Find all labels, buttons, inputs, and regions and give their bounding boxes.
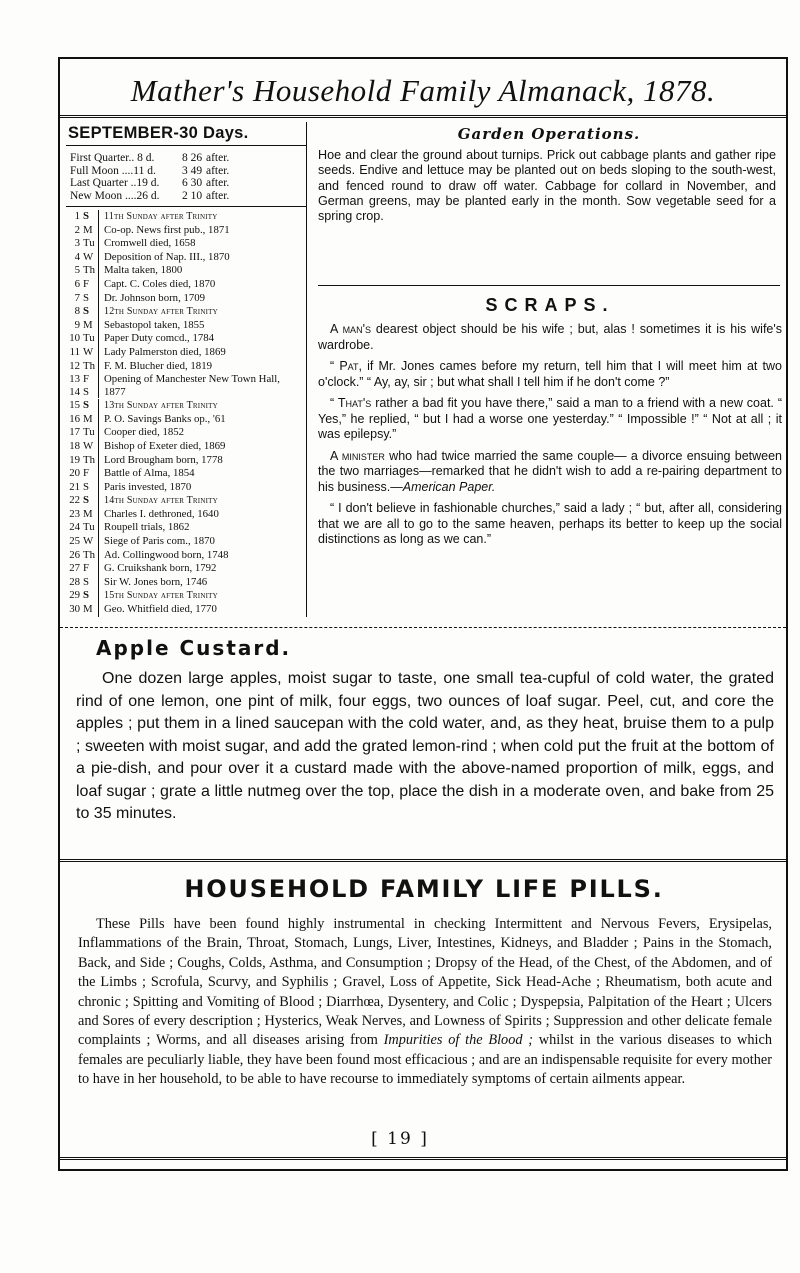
scrap-item bbox=[318, 449, 782, 496]
apple-custard-section bbox=[68, 636, 780, 826]
day-of-week-pair bbox=[80, 373, 99, 398]
calendar-day-row bbox=[66, 278, 306, 292]
day-event: Lady Palmerston died, 1869 bbox=[104, 345, 226, 358]
day-event: Sir W. Jones born, 1746 bbox=[104, 575, 208, 588]
day-event: Paper Duty comcd., 1784 bbox=[104, 332, 215, 345]
day-event: Sebastopol taken, 1855 bbox=[104, 318, 205, 331]
moon-phase-time: 3 49 bbox=[182, 164, 203, 177]
day-of-week: M bbox=[80, 413, 99, 427]
garden-divider bbox=[318, 285, 780, 286]
day-event: 12th Sunday after Trinity bbox=[104, 306, 218, 318]
day-number: 23 bbox=[69, 507, 80, 520]
day-number: 4 bbox=[74, 250, 80, 263]
day-of-week: S bbox=[80, 305, 99, 319]
day-number: 29 bbox=[69, 589, 80, 602]
calendar-heading: SEPTEMBER-30 Days. bbox=[66, 122, 306, 146]
pills-text-part2: whilst in the various diseases to which females are peculiarly liable, they have been found most efficacious ; and are an indispensable requisite for every mother to have in her household, to be able to have recourse to immediately symptoms of certain ailments appear. bbox=[78, 1032, 772, 1088]
day-event: Lord Brougham born, 1778 bbox=[104, 453, 223, 466]
day-of-week: S bbox=[80, 399, 99, 413]
scrap-text: rather a bad fit you have there,” said a man to a friend with a new coat. “ Yes,” he replied, “ but I had a worse one yesterday.” “ Impossible !” “ Not at all ; it was epilepsy.” bbox=[318, 396, 782, 441]
day-of-week: M bbox=[80, 224, 99, 238]
apple-heading: Apple Custard. bbox=[96, 636, 292, 660]
day-of-week: Tu bbox=[80, 521, 99, 535]
day-number: 16 bbox=[69, 412, 80, 425]
scrap-text: don't believe in fashionable churches,” said a lady ; “ but, after all, considering that we are all to go to the same heaven, perhaps its better to keep up the social distinctions as long as we can.” bbox=[318, 501, 782, 546]
day-number: 13 bbox=[69, 373, 80, 386]
day-event: F. M. Blucher died, 1819 bbox=[104, 359, 212, 372]
calendar-day-row bbox=[66, 413, 306, 427]
moon-phase-suffix: after. bbox=[206, 152, 230, 164]
day-number: 5 bbox=[74, 264, 80, 277]
day-number: 30 bbox=[69, 603, 80, 616]
calendar-day-row bbox=[66, 210, 306, 224]
moon-phase-time: 8 26 bbox=[182, 152, 203, 164]
apple-recipe: One dozen large apples, moist sugar to taste, one small tea-cupful of cold water, the grated rind of one lemon, one pint of milk, four eggs, two ounces of loaf sugar. Peel, cut, and core the apples ; put them in a lined saucepan with the cold water, and, as they heat, bruise them to a pulp ; sweeten with moist sugar, and add the grated lemon-rind ; when cold put the fruit at the bottom of a pie-dish, and pour over it a custard made with the above-named proportion of milk, eggs, and loaf sugar ; grate a little nutmeg over the top, place the dish in a moderate oven, and bake from 25 to 35 minutes. bbox=[76, 670, 774, 822]
scrap-text: who had twice married the same couple— a divorce ensuing between the two marriages—remarked that he didn't wish to add a re-pairing department to his business.— bbox=[318, 448, 782, 494]
day-of-week: S bbox=[80, 292, 99, 306]
calendar-day-row bbox=[66, 562, 306, 576]
day-event: Bishop of Exeter died, 1869 bbox=[104, 439, 226, 452]
day-event: G. Cruikshank born, 1792 bbox=[104, 562, 217, 575]
day-of-week: F bbox=[83, 373, 90, 386]
calendar-day-row bbox=[66, 332, 306, 346]
scraps-section bbox=[318, 295, 782, 548]
day-event: Ad. Collingwood born, 1748 bbox=[104, 548, 229, 561]
moon-phase-suffix: after. bbox=[206, 177, 230, 189]
day-event: 14th Sunday after Trinity bbox=[104, 495, 218, 507]
day-event: Roupell trials, 1862 bbox=[104, 521, 190, 534]
garden-heading: Garden Operations. bbox=[457, 125, 641, 143]
calendar-day-row bbox=[66, 292, 306, 306]
day-event: Cooper died, 1852 bbox=[104, 426, 185, 439]
scrap-text: if Mr. Jones cames before my return, tell him that I will meet him at two o'clock.” “ Ay, ay, sir ; but what shall I tell him if he don't come ?” bbox=[318, 359, 782, 389]
day-number: 18 bbox=[69, 439, 80, 452]
pills-heading: HOUSEHOLD FAMILY LIFE PILLS. bbox=[184, 875, 664, 903]
pills-text bbox=[68, 915, 780, 1090]
day-number: 24 bbox=[69, 521, 80, 534]
scrap-item bbox=[318, 396, 782, 443]
moon-phase-suffix: after. bbox=[206, 189, 230, 202]
day-of-week: S bbox=[80, 576, 99, 590]
day-number: 14 bbox=[69, 385, 80, 398]
calendar-day-row bbox=[66, 521, 306, 535]
page-frame bbox=[58, 57, 788, 1171]
scrap-lead: A man's bbox=[330, 322, 371, 336]
calendar-day-row bbox=[66, 373, 306, 398]
day-number: 25 bbox=[69, 535, 80, 548]
calendar-day-row bbox=[66, 237, 306, 251]
moon-phase-suffix: after. bbox=[206, 164, 230, 177]
day-of-week: S bbox=[80, 589, 99, 603]
day-event: Dr. Johnson born, 1709 bbox=[104, 291, 206, 304]
day-event: Geo. Whitfield died, 1770 bbox=[104, 603, 217, 616]
scrap-lead: “ I bbox=[330, 501, 342, 515]
day-number: 22 bbox=[69, 494, 80, 507]
day-event: Battle of Alma, 1854 bbox=[104, 467, 195, 480]
day-of-week: Th bbox=[80, 454, 99, 468]
day-event: 15th Sunday after Trinity bbox=[104, 590, 218, 602]
scraps-heading: SCRAPS. bbox=[485, 295, 615, 315]
title-divider bbox=[60, 115, 786, 118]
day-of-week: Th bbox=[80, 264, 99, 278]
day-of-week: F bbox=[80, 278, 99, 292]
day-number: 11 bbox=[69, 345, 80, 358]
scrap-text: dearest object should be his wife ; but, alas ! sometimes it is his wife's wardrobe. bbox=[318, 322, 783, 352]
calendar-day-row bbox=[66, 305, 306, 319]
calendar-day-row bbox=[66, 399, 306, 413]
day-of-week: Tu bbox=[80, 237, 99, 251]
calendar-days bbox=[66, 207, 306, 617]
day-of-week: M bbox=[80, 319, 99, 333]
day-event: Cromwell died, 1658 bbox=[104, 237, 196, 250]
day-number: 15 bbox=[69, 399, 80, 412]
apple-divider bbox=[60, 627, 786, 628]
day-event: Co-op. News first pub., 1871 bbox=[104, 223, 230, 236]
moon-phase-name: Full Moon ....11 d. bbox=[70, 164, 156, 177]
moon-phase-name: First Quarter.. 8 d. bbox=[70, 152, 155, 164]
scrap-item bbox=[318, 359, 782, 390]
pills-text-part1: These Pills have been found highly instrumental in checking Intermittent and Nervous Fevers, Erysipelas, Inflammations of the Brain, Throat, Stomach, Lungs, Liver, Intestines, Kidneys, and Bladder ; Pains in the Stomach, Back, and Side ; Coughs, Colds, Asthma, and Consumption ; Dropsy of the Head, of the Chest, of the Abdomen, and of the Limbs ; Scrofula, Scurvy, and Syphilis ; Gravel, Loss of Appetite, Sick Head-Ache ; Rheumatism, both acute and chronic ; Spitting and Vomiting of Blood ; Diarrhœa, Dysentery, and Colic ; Dyspepsia, Palpitation of the Heart ; Ulcers and Sores of every description ; Hysterics, Weak Nerves, and Lowness of Spirits ; Suppression and other delicate female complaints ; Worms, and all diseases arising from bbox=[78, 916, 772, 1049]
calendar-day-row bbox=[66, 576, 306, 590]
day-of-week: F bbox=[80, 467, 99, 481]
day-number: 26 bbox=[69, 548, 80, 561]
scrap-lead: A minister bbox=[330, 448, 385, 463]
moon-phase-name: Last Quarter ..19 d. bbox=[70, 177, 160, 189]
calendar-day-row bbox=[66, 467, 306, 481]
pills-text-italic: Impurities of the Blood ; bbox=[383, 1032, 534, 1049]
day-number: 19 bbox=[69, 453, 80, 466]
scrap-lead: “ That's bbox=[330, 396, 372, 410]
day-of-week: Th bbox=[80, 549, 99, 563]
calendar-day-row bbox=[66, 360, 306, 374]
day-of-week: S bbox=[83, 385, 90, 398]
day-number: 6 bbox=[74, 277, 80, 290]
moon-phase-row bbox=[70, 177, 304, 190]
moon-phase-row bbox=[70, 165, 304, 178]
bottom-divider bbox=[60, 1157, 786, 1160]
day-of-week: W bbox=[80, 346, 99, 360]
day-number: 27 bbox=[69, 562, 80, 575]
day-event: 11th Sunday after Trinity bbox=[104, 211, 218, 222]
scrap-lead: “ Pat, bbox=[330, 359, 362, 373]
page-title: Mather's Household Family Almanack, 1878. bbox=[130, 73, 716, 108]
day-of-week: Tu bbox=[80, 426, 99, 440]
day-of-week: S bbox=[80, 494, 99, 508]
day-number: 3 bbox=[74, 237, 80, 250]
day-number: 28 bbox=[69, 575, 80, 588]
day-of-week: W bbox=[80, 251, 99, 265]
calendar-day-row bbox=[66, 264, 306, 278]
calendar-day-row bbox=[66, 535, 306, 549]
day-of-week: Tu bbox=[80, 332, 99, 346]
scraps-items bbox=[318, 322, 782, 548]
calendar-day-row bbox=[66, 426, 306, 440]
garden-text: Hoe and clear the ground about turnips. Prick out cabbage plants and gather ripe seeds. Endive and lettuce may be planted out on beds sloping to the south-west, and fenced round to draw off water. Cabbage for collard in November, and German greens, may be planted early in the month. Sow vegetable seed for a spring crop. bbox=[318, 148, 776, 224]
moon-phase-name: New Moon ....26 d. bbox=[70, 189, 160, 202]
calendar-day-row bbox=[66, 440, 306, 454]
september-calendar bbox=[66, 122, 307, 617]
day-event: Opening of Manchester New Town Hall, 1877 bbox=[104, 373, 280, 398]
calendar-day-row bbox=[66, 481, 306, 495]
day-number: 10 bbox=[69, 332, 80, 345]
day-of-week: S bbox=[80, 210, 99, 224]
day-number: 20 bbox=[69, 467, 80, 480]
calendar-day-row bbox=[66, 549, 306, 563]
day-event: Siege of Paris com., 1870 bbox=[104, 535, 215, 548]
day-number: 17 bbox=[69, 426, 80, 439]
pills-divider bbox=[60, 859, 786, 862]
scrap-item bbox=[318, 501, 782, 548]
day-number: 9 bbox=[74, 318, 80, 331]
calendar-day-row bbox=[66, 508, 306, 522]
day-of-week: S bbox=[80, 481, 99, 495]
pills-advertisement bbox=[68, 867, 780, 1090]
day-of-week: Th bbox=[80, 360, 99, 374]
calendar-day-row bbox=[66, 251, 306, 265]
day-of-week: W bbox=[80, 440, 99, 454]
day-event: 13th Sunday after Trinity bbox=[104, 400, 218, 412]
day-event: Charles I. dethroned, 1640 bbox=[104, 507, 219, 520]
day-event: Deposition of Nap. III., 1870 bbox=[104, 250, 230, 263]
day-number: 12 bbox=[69, 359, 80, 372]
day-number: 8 bbox=[74, 305, 80, 318]
calendar-day-row bbox=[66, 224, 306, 238]
day-of-week: M bbox=[80, 508, 99, 522]
day-number: 2 bbox=[74, 223, 80, 236]
day-of-week: M bbox=[80, 603, 99, 617]
day-event: P. O. Savings Banks op., '61 bbox=[104, 412, 226, 425]
calendar-day-row bbox=[66, 589, 306, 603]
moon-phase-time: 2 10 bbox=[182, 189, 203, 202]
day-event: Paris invested, 1870 bbox=[104, 480, 192, 493]
scrap-item bbox=[318, 322, 782, 353]
day-number-pair bbox=[66, 373, 80, 398]
day-event: Malta taken, 1800 bbox=[104, 264, 183, 277]
calendar-day-row bbox=[66, 603, 306, 617]
page-number: [ 19 ] bbox=[371, 1129, 429, 1149]
garden-operations bbox=[318, 125, 780, 224]
day-number: 21 bbox=[69, 480, 80, 493]
moon-phase-time: 6 30 bbox=[182, 177, 203, 189]
moon-phase-row bbox=[70, 190, 304, 203]
scrap-source: American Paper. bbox=[402, 479, 496, 494]
day-of-week: W bbox=[80, 535, 99, 549]
moon-phase-row bbox=[70, 152, 304, 165]
calendar-day-row bbox=[66, 494, 306, 508]
day-event: Capt. C. Coles died, 1870 bbox=[104, 277, 216, 290]
day-number: 1 bbox=[74, 210, 80, 222]
day-of-week: F bbox=[80, 562, 99, 576]
calendar-day-row bbox=[66, 454, 306, 468]
moon-phases bbox=[66, 146, 306, 207]
calendar-day-row bbox=[66, 319, 306, 333]
calendar-day-row bbox=[66, 346, 306, 360]
day-number: 7 bbox=[74, 291, 80, 304]
